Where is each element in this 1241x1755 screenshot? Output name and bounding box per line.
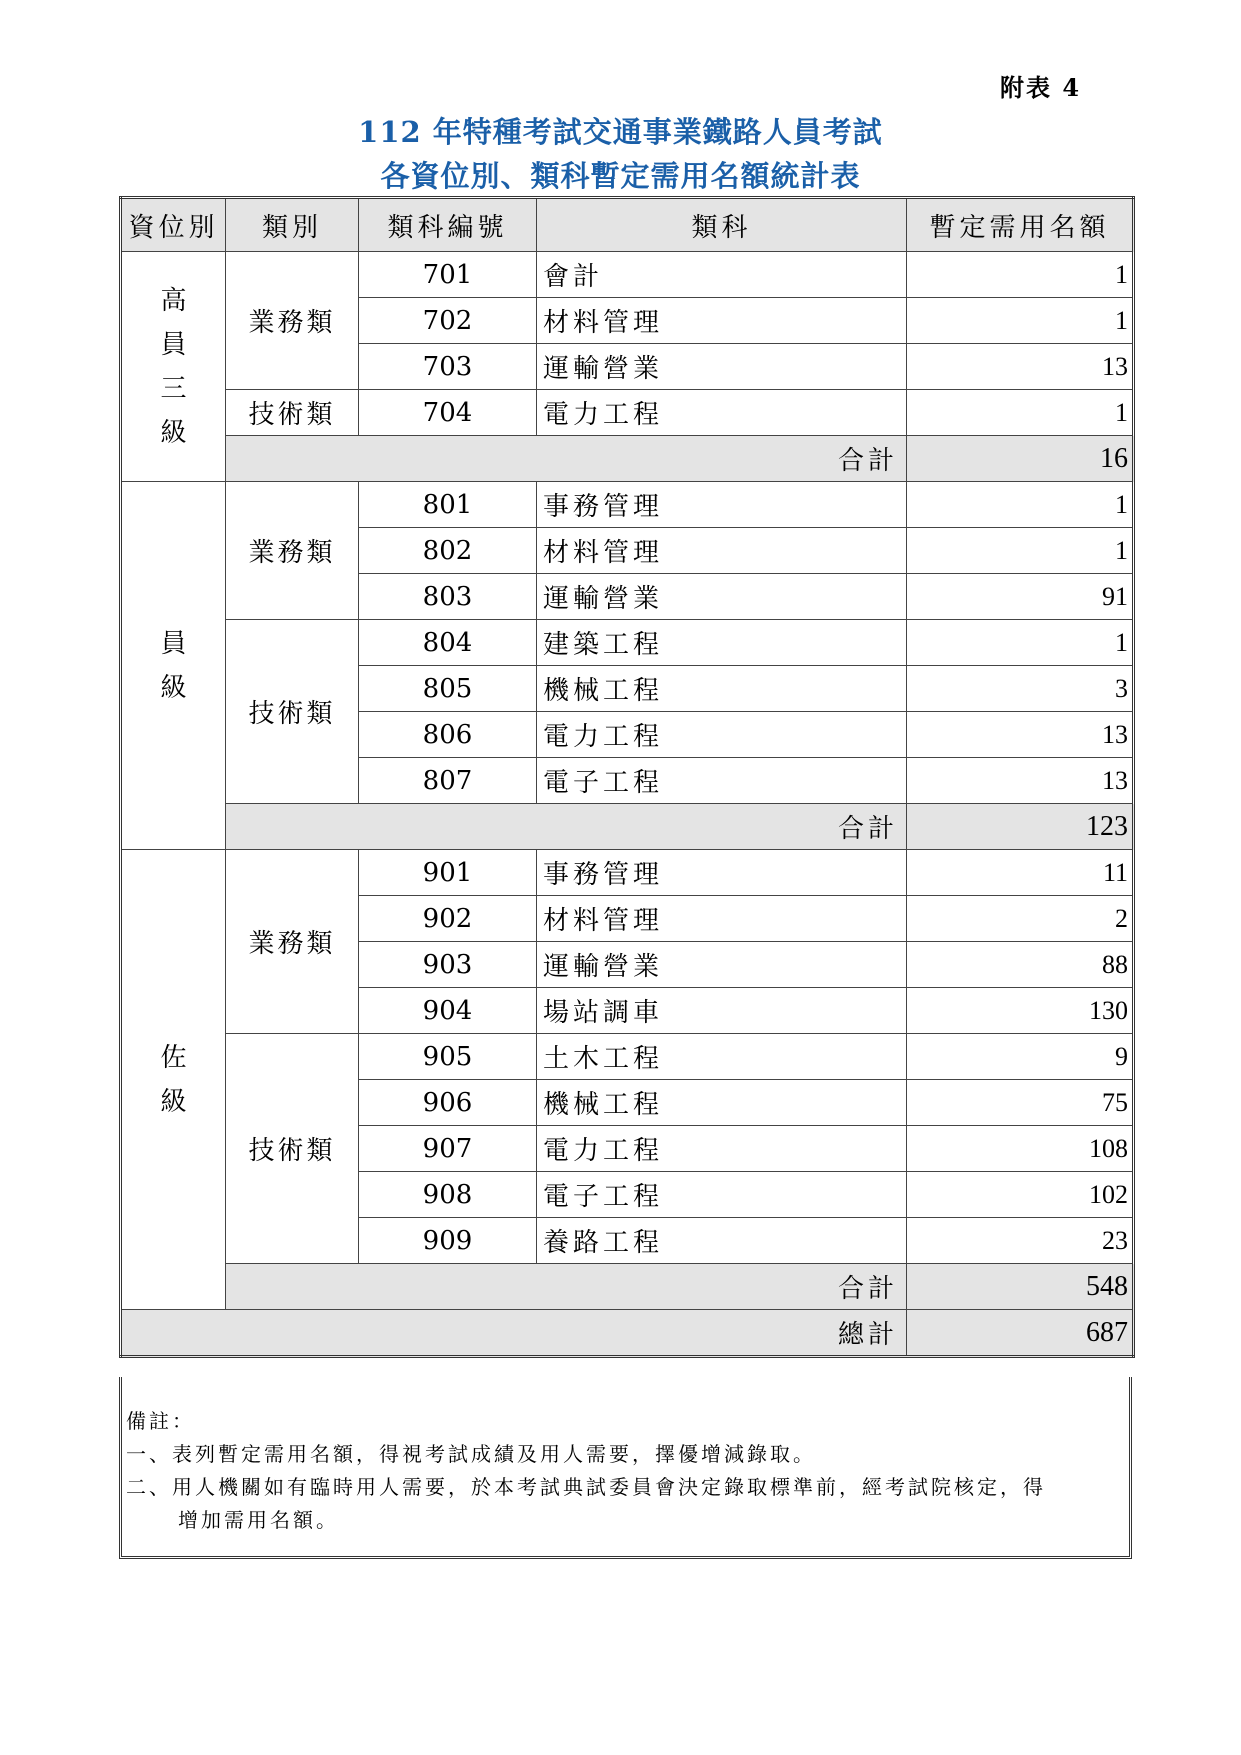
notes-box [119,1377,1132,1559]
total-value: 687 [907,1310,1134,1357]
quota-cell: 75 [907,1080,1134,1126]
subject-cell: 材料管理 [537,896,907,942]
grade-high-label: 高員三級 [160,285,187,448]
quota-cell: 88 [907,942,1134,988]
code-cell: 805 [359,666,537,712]
code-cell: 704 [359,390,537,436]
code-cell: 907 [359,1126,537,1172]
title-line-1: 112 年特種考試交通事業鐵路人員考試 [358,115,883,149]
subtotal-label: 合計 [226,436,907,482]
subject-cell: 運輸營業 [537,574,907,620]
quota-cell: 91 [907,574,1134,620]
quota-cell: 130 [907,988,1134,1034]
code-cell: 803 [359,574,537,620]
grade-high [121,252,226,482]
quota-cell: 1 [907,298,1134,344]
table-row [121,850,1134,896]
code-cell: 904 [359,988,537,1034]
subtotal-label: 合計 [226,804,907,850]
quota-table [119,196,1135,1358]
total-row [121,1310,1134,1357]
code-cell: 806 [359,712,537,758]
notes-heading: 備註： [126,1409,195,1433]
subject-cell: 建築工程 [537,620,907,666]
subject-cell: 材料管理 [537,528,907,574]
category-business: 業務類 [226,850,359,1034]
quota-cell: 3 [907,666,1134,712]
code-cell: 902 [359,896,537,942]
subject-cell: 事務管理 [537,850,907,896]
code-cell: 804 [359,620,537,666]
quota-cell: 1 [907,252,1134,298]
table-row [121,390,1134,436]
code-cell: 702 [359,298,537,344]
code-cell: 905 [359,1034,537,1080]
code-cell: 807 [359,758,537,804]
quota-cell: 108 [907,1126,1134,1172]
table-row [121,252,1134,298]
note-line-2: 二、用人機關如有臨時用人需要，於本考試典試委員會決定錄取標準前，經考試院核定，得 [126,1475,1046,1499]
grade-low-label: 佐級 [160,1042,187,1117]
code-cell: 901 [359,850,537,896]
subject-cell: 電力工程 [537,1126,907,1172]
header-grade: 資位別 [121,198,226,252]
subject-cell: 電力工程 [537,390,907,436]
subject-cell: 事務管理 [537,482,907,528]
category-tech: 技術類 [226,620,359,804]
header-code: 類科編號 [359,198,537,252]
subject-cell: 場站調車 [537,988,907,1034]
title-line-2: 各資位別、類科暫定需用名額統計表 [380,159,861,193]
quota-cell: 13 [907,712,1134,758]
subject-cell: 電子工程 [537,1172,907,1218]
quota-cell: 11 [907,850,1134,896]
subject-cell: 機械工程 [537,1080,907,1126]
header-quota: 暫定需用名額 [907,198,1134,252]
subject-cell: 電子工程 [537,758,907,804]
subject-cell: 養路工程 [537,1218,907,1264]
code-cell: 906 [359,1080,537,1126]
subtotal-row [121,1264,1134,1310]
quota-cell: 2 [907,896,1134,942]
code-cell: 701 [359,252,537,298]
subject-cell: 運輸營業 [537,344,907,390]
code-cell: 802 [359,528,537,574]
subject-cell: 機械工程 [537,666,907,712]
total-label: 總計 [121,1310,907,1357]
quota-cell: 9 [907,1034,1134,1080]
note-line-1: 一、表列暫定需用名額，得視考試成績及用人需要，擇優增減錄取。 [126,1442,816,1466]
header-subject: 類科 [537,198,907,252]
subject-cell: 運輸營業 [537,942,907,988]
category-business: 業務類 [226,252,359,390]
subject-cell: 材料管理 [537,298,907,344]
quota-cell: 102 [907,1172,1134,1218]
subtotal-row [121,436,1134,482]
grade-mid-label: 員級 [160,628,187,703]
quota-cell: 1 [907,620,1134,666]
category-tech: 技術類 [226,1034,359,1264]
code-cell: 903 [359,942,537,988]
quota-cell: 13 [907,758,1134,804]
code-cell: 908 [359,1172,537,1218]
table-row [121,1034,1134,1080]
subject-cell: 會計 [537,252,907,298]
category-tech: 技術類 [226,390,359,436]
category-business: 業務類 [226,482,359,620]
quota-cell: 23 [907,1218,1134,1264]
note-line-2-continued: 增加需用名額。 [178,1508,339,1532]
grade-low [121,850,226,1310]
header-row [121,198,1134,252]
quota-cell: 13 [907,344,1134,390]
quota-cell: 1 [907,528,1134,574]
grade-mid [121,482,226,850]
subtotal-label: 合計 [226,1264,907,1310]
subtotal-row [121,804,1134,850]
subject-cell: 電力工程 [537,712,907,758]
subtotal-value: 16 [907,436,1134,482]
code-cell: 909 [359,1218,537,1264]
quota-cell: 1 [907,482,1134,528]
header-category: 類別 [226,198,359,252]
code-cell: 703 [359,344,537,390]
table-row [121,482,1134,528]
subtotal-value: 123 [907,804,1134,850]
code-cell: 801 [359,482,537,528]
subtotal-value: 548 [907,1264,1134,1310]
table-row [121,620,1134,666]
attachment-label: 附表 4 [1000,73,1082,102]
subject-cell: 土木工程 [537,1034,907,1080]
quota-cell: 1 [907,390,1134,436]
